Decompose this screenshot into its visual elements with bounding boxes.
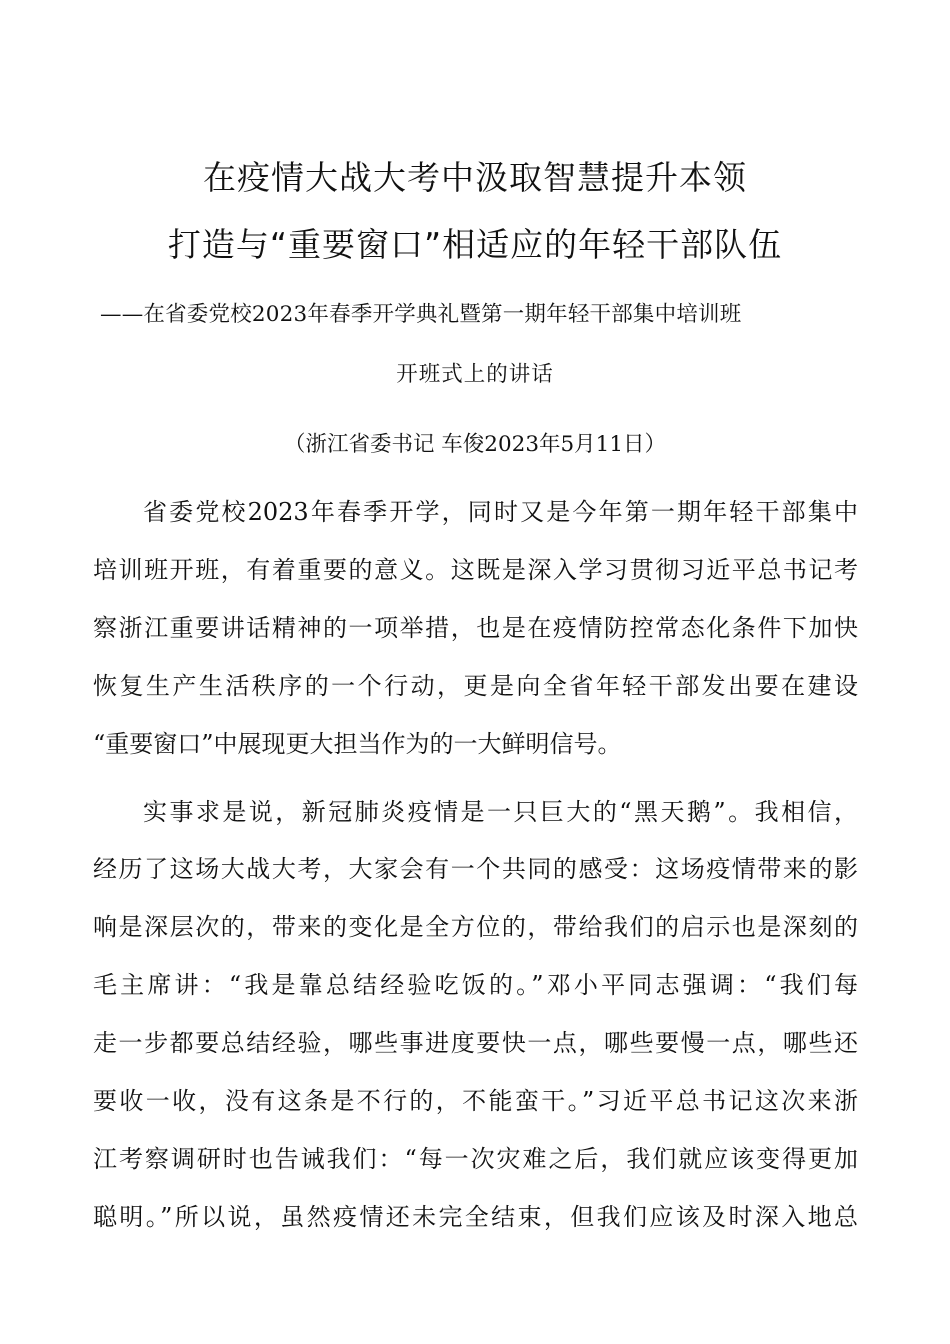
paragraph-1-line: 察浙江重要讲话精神的一项举措，也是在疫情防控常态化条件下加快 [93, 614, 858, 642]
title-line-2: 打造与“重要窗口”相适应的年轻干部队伍 [167, 225, 783, 264]
paragraph-2-line: 响是深层次的，带来的变化是全方位的，带给我们的启示也是深刻的 [93, 913, 858, 941]
paragraph-1-line: 恢复生产生活秩序的一个行动，更是向全省年轻干部发出要在建设 [93, 672, 858, 700]
title-line-1: 在疫情大战大考中汲取智慧提升本领 [203, 158, 747, 197]
subtitle-line-2: 开班式上的讲话 [396, 362, 554, 387]
paragraph-2-line: 聪明。”所以说，虽然疫情还未完全结束，但我们应该及时深入地总 [93, 1203, 858, 1231]
subtitle-line-1: ——在省委党校2023年春季开学典礼暨第一期年轻干部集中培训班 [100, 302, 742, 327]
paragraph-1-line: 省委党校2023年春季开学，同时又是今年第一期年轻干部集中 [143, 498, 858, 526]
paragraph-2-line: 经历了这场大战大考，大家会有一个共同的感受：这场疫情带来的影 [93, 855, 858, 883]
paragraph-1-line: “重要窗口”中展现更大担当作为的一大鲜明信号。 [93, 730, 622, 758]
paragraph-1-line: 培训班开班，有着重要的意义。这既是深入学习贯彻习近平总书记考 [93, 556, 858, 584]
paragraph-2-line: 走一步都要总结经验，哪些事进度要快一点，哪些要慢一点，哪些还 [93, 1029, 858, 1057]
byline: （浙江省委书记 车俊2023年5月11日） [283, 432, 667, 457]
paragraph-2-line: 江考察调研时也告诫我们：“每一次灾难之后，我们就应该变得更加 [93, 1145, 858, 1173]
paragraph-2-line: 实事求是说，新冠肺炎疫情是一只巨大的“黑天鹅”。我相信， [143, 798, 858, 826]
paragraph-2-line: 要收一收，没有这条是不行的，不能蛮干。”习近平总书记这次来浙 [93, 1087, 858, 1115]
paragraph-2-line: 毛主席讲：“我是靠总结经验吃饭的。”邓小平同志强调：“我们每 [93, 971, 858, 999]
